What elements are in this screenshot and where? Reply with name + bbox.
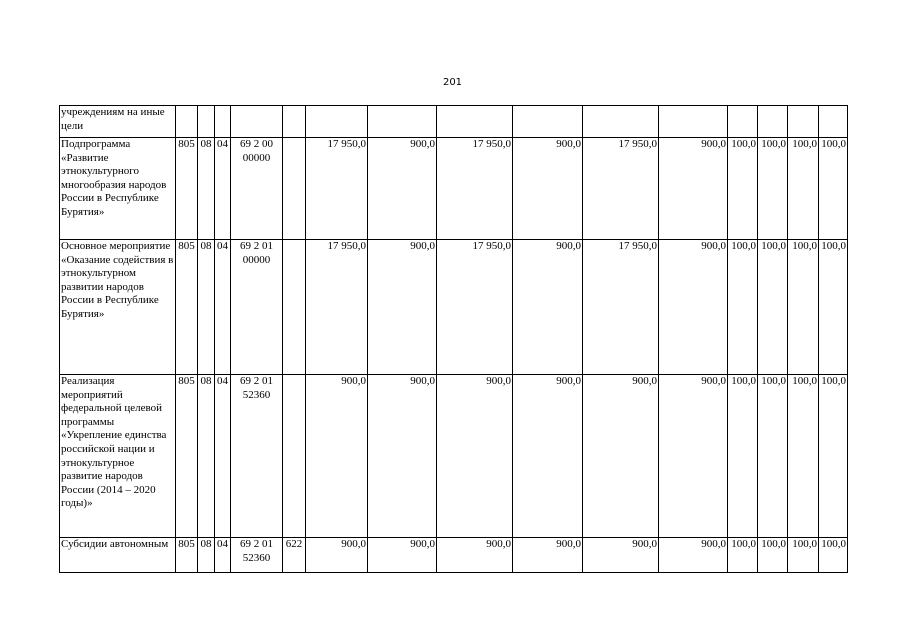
target-article-cell: 69 2 01 00000: [231, 240, 283, 375]
percent-2-cell: 100,0: [758, 538, 788, 573]
percent-3-cell: 100,0: [788, 375, 819, 538]
amount-1-cell: 17 950,0: [306, 138, 368, 240]
subsection-code-cell: 04: [215, 375, 231, 538]
percent-2-cell: 100,0: [758, 375, 788, 538]
target-article-cell: 69 2 00 00000: [231, 138, 283, 240]
amount-2-cell: 900,0: [368, 240, 437, 375]
section-code-cell: 08: [198, 375, 215, 538]
amount-2-cell: 900,0: [368, 375, 437, 538]
percent-2-cell: 100,0: [758, 138, 788, 240]
percent-1-cell: 100,0: [728, 375, 758, 538]
amount-1-cell: 17 950,0: [306, 240, 368, 375]
amount-3-cell: [437, 106, 513, 138]
amount-5-cell: [583, 106, 659, 138]
amount-4-cell: 900,0: [513, 538, 583, 573]
amount-4-cell: [513, 106, 583, 138]
amount-6-cell: [659, 106, 728, 138]
section-code-cell: [198, 106, 215, 138]
percent-2-cell: [758, 106, 788, 138]
table-row: [60, 538, 848, 573]
amount-3-cell: 900,0: [437, 538, 513, 573]
section-code-cell: 08: [198, 538, 215, 573]
expense-type-cell: [283, 138, 306, 240]
ministry-code-cell: 805: [176, 138, 198, 240]
percent-1-cell: 100,0: [728, 138, 758, 240]
row-name-cell: Реализация мероприятий федеральной целевой программы «Укрепление единства российской нации и этнокультурное развитие народов России (2014 – 2020 годы)»: [60, 375, 176, 538]
percent-1-cell: 100,0: [728, 240, 758, 375]
expense-type-cell: [283, 106, 306, 138]
percent-4-cell: [819, 106, 848, 138]
amount-5-cell: 17 950,0: [583, 240, 659, 375]
target-article-cell: 69 2 01 52360: [231, 538, 283, 573]
expense-type-cell: [283, 240, 306, 375]
section-code-cell: 08: [198, 240, 215, 375]
target-article-cell: [231, 106, 283, 138]
percent-3-cell: 100,0: [788, 240, 819, 375]
amount-5-cell: 900,0: [583, 375, 659, 538]
ministry-code-cell: [176, 106, 198, 138]
row-name-cell: Основное мероприятие «Оказание содействия в этнокультурном развитии народов России в Республике Бурятия»: [60, 240, 176, 375]
amount-1-cell: 900,0: [306, 375, 368, 538]
percent-2-cell: 100,0: [758, 240, 788, 375]
amount-5-cell: 17 950,0: [583, 138, 659, 240]
percent-4-cell: 100,0: [819, 240, 848, 375]
amount-2-cell: 900,0: [368, 538, 437, 573]
row-name-cell: Субсидии автономным: [60, 538, 176, 573]
subsection-code-cell: 04: [215, 138, 231, 240]
amount-2-cell: 900,0: [368, 138, 437, 240]
amount-6-cell: 900,0: [659, 538, 728, 573]
percent-3-cell: 100,0: [788, 138, 819, 240]
table-row: [60, 375, 848, 538]
percent-4-cell: 100,0: [819, 375, 848, 538]
target-article-cell: 69 2 01 52360: [231, 375, 283, 538]
expense-type-cell: 622: [283, 538, 306, 573]
expense-type-cell: [283, 375, 306, 538]
subsection-code-cell: [215, 106, 231, 138]
amount-1-cell: 900,0: [306, 538, 368, 573]
amount-6-cell: 900,0: [659, 240, 728, 375]
row-name-cell: Подпрограмма «Развитие этнокультурного многообразия народов России в Республике Бурятия»: [60, 138, 176, 240]
percent-4-cell: 100,0: [819, 138, 848, 240]
percent-1-cell: 100,0: [728, 538, 758, 573]
amount-2-cell: [368, 106, 437, 138]
subsection-code-cell: 04: [215, 240, 231, 375]
ministry-code-cell: 805: [176, 375, 198, 538]
amount-4-cell: 900,0: [513, 375, 583, 538]
amount-6-cell: 900,0: [659, 138, 728, 240]
percent-1-cell: [728, 106, 758, 138]
percent-3-cell: [788, 106, 819, 138]
percent-3-cell: 100,0: [788, 538, 819, 573]
amount-6-cell: 900,0: [659, 375, 728, 538]
amount-1-cell: [306, 106, 368, 138]
table-row: [60, 240, 848, 375]
ministry-code-cell: 805: [176, 538, 198, 573]
budget-table: [59, 105, 848, 573]
section-code-cell: 08: [198, 138, 215, 240]
subsection-code-cell: 04: [215, 538, 231, 573]
percent-4-cell: 100,0: [819, 538, 848, 573]
amount-4-cell: 900,0: [513, 138, 583, 240]
ministry-code-cell: 805: [176, 240, 198, 375]
page-number: 201: [442, 77, 463, 88]
amount-3-cell: 17 950,0: [437, 138, 513, 240]
amount-3-cell: 17 950,0: [437, 240, 513, 375]
amount-3-cell: 900,0: [437, 375, 513, 538]
table-row: [60, 106, 848, 138]
amount-4-cell: 900,0: [513, 240, 583, 375]
amount-5-cell: 900,0: [583, 538, 659, 573]
row-name-cell: учреждениям на иные цели: [60, 106, 176, 138]
table-row: [60, 138, 848, 240]
